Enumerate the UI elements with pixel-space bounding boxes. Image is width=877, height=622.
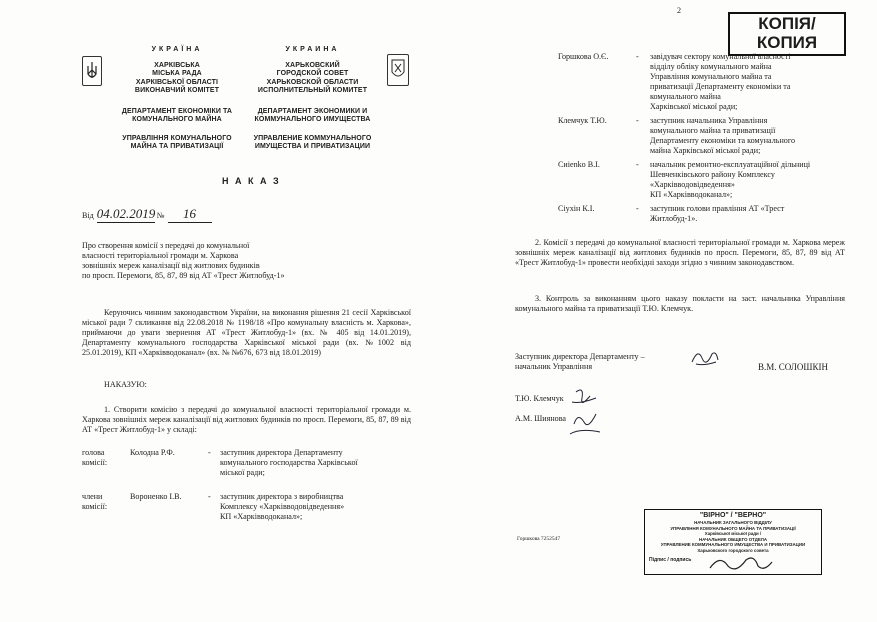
member-desc-line: заступник голови правління АТ «Трест bbox=[650, 204, 785, 213]
member-desc-line: комунального господарства Харківської bbox=[220, 458, 358, 467]
header-ru-office-1: УПРАВЛЕНИЕ КОММУНАЛЬНОГО bbox=[253, 134, 372, 142]
member-dash: - bbox=[636, 116, 639, 125]
coat-of-arms-icon bbox=[82, 56, 102, 86]
number-prefix: № bbox=[156, 211, 165, 220]
header-ru-department-2: КОММУНАЛЬНОГО ИМУЩЕСТВА bbox=[254, 116, 371, 123]
role-members-line-1: члени bbox=[82, 492, 103, 501]
header-ua-council-3: ХАРКІВСЬКОЇ ОБЛАСТІ bbox=[135, 78, 219, 86]
header-ru-council-1: ХАРЬКОВСКИЙ bbox=[285, 61, 340, 69]
header-ru-country: УКРАИНА bbox=[285, 46, 340, 53]
role-chair-line-1: голова bbox=[82, 448, 105, 457]
member-desc bbox=[220, 492, 344, 522]
verified-stamp-line-6: Харьковского городского совета bbox=[697, 547, 769, 553]
header-ua-department-2: КОМУНАЛЬНОГО МАЙНА bbox=[132, 116, 222, 123]
stamp-signature-icon bbox=[706, 552, 776, 574]
member-name: Сіухін К.І. bbox=[558, 204, 595, 213]
member-desc bbox=[220, 448, 358, 478]
member-name: Колодна Р.Ф. bbox=[130, 448, 175, 457]
member-desc-line: Управління комунального майна та bbox=[650, 72, 772, 81]
member-desc-line: Департаменту економіки та комунального bbox=[650, 136, 795, 145]
form-code: Горшкова 7252547 bbox=[517, 536, 561, 542]
member-desc-line: майна Харківської міської ради; bbox=[650, 146, 761, 155]
header-ua-office-2: МАЙНА ТА ПРИВАТИЗАЦІЇ bbox=[130, 143, 224, 150]
nakazuyu-heading: НАКАЗУЮ: bbox=[104, 380, 147, 389]
approver-2: А.М. Шиянова bbox=[515, 414, 567, 423]
copy-stamp-line-1: КОПІЯ/ bbox=[758, 14, 816, 33]
order-item-3: 3. Контроль за виконанням цього наказу покласти на заст. начальника Управління комунального майна та приватизації Т.Ю. Клемчук. bbox=[515, 294, 845, 313]
subject-line-1: Про створення комісії з передачі до комунальної bbox=[82, 241, 250, 250]
member-dash: - bbox=[208, 448, 211, 457]
date-prefix: Від bbox=[82, 211, 94, 220]
header-ru bbox=[245, 46, 380, 152]
role-chair bbox=[82, 448, 130, 478]
member-desc-line: «Харківводовідведення» bbox=[650, 180, 735, 189]
signatory-title-line-1: Заступник директора Департаменту – bbox=[515, 352, 645, 361]
order-subject bbox=[82, 241, 382, 281]
header-ua-council-1: ХАРКІВСЬКА bbox=[154, 61, 200, 69]
copy-stamp bbox=[728, 12, 846, 56]
member-desc-line: Житлобуд-1». bbox=[650, 214, 698, 223]
kharkiv-emblem-icon bbox=[387, 54, 409, 86]
member-name: Горшкова О.Є. bbox=[558, 52, 609, 61]
header-ua-council-4: ВИКОНАВЧИЙ КОМІТЕТ bbox=[134, 87, 220, 94]
verified-stamp-line-3: Харківської міської ради / bbox=[704, 531, 762, 537]
date-value: 04.02.2019 bbox=[96, 206, 156, 221]
header-ua-office-1: УПРАВЛІННЯ КОМУНАЛЬНОГО bbox=[122, 134, 232, 142]
header-ru-council-4: ИСПОЛНИТЕЛЬНЫЙ КОМИТЕТ bbox=[257, 87, 368, 94]
header-ru-council-3: ХАРЬКОВСКОЙ ОБЛАСТИ bbox=[266, 78, 359, 86]
member-desc-line: заступник директора з виробництва bbox=[220, 492, 344, 501]
member-name: Вороненко І.В. bbox=[130, 492, 182, 501]
member-desc-line: відділу обліку комунального майна bbox=[650, 62, 772, 71]
order-item-2: 2. Комісії з передачі до комунальної власності територіальної громади м. Харкова мереж зовнішніх мереж каналізації від житлових будинків по просп. Перемоги, 85, 87, 89 від АТ «Трест Житлобуд-1» провести необхідні заходи згідно з чинним законодавством. bbox=[515, 238, 845, 267]
list-item bbox=[558, 160, 828, 200]
signatory-name: В.М. СОЛОШКІН bbox=[758, 362, 828, 372]
member-desc bbox=[650, 52, 791, 112]
order-date-line bbox=[82, 206, 212, 223]
verified-stamp-line-5: УПРАВЛЕНИЕ КОММУНАЛЬНОГО ИМУЩЕСТВА И ПРИВАТИЗАЦИИ bbox=[660, 542, 806, 548]
member-desc-line: комунального майна bbox=[650, 92, 721, 101]
commission-members-right bbox=[558, 52, 828, 224]
member-dash: - bbox=[636, 204, 639, 213]
signatory-title-line-2: начальник Управління bbox=[515, 362, 593, 371]
role-members-line-2: комісії: bbox=[82, 502, 108, 511]
member-desc-line: міської ради; bbox=[220, 468, 265, 477]
header-ua-council-2: МІСЬКА РАДА bbox=[152, 70, 202, 77]
order-item-1: 1. Створити комісію з передачі до комунальної власності територіальної громади м. Харкова зовнішніх мереж каналізації від житлових будинків по просп. Перемоги, 85, 87, 89 від АТ «Трест Житлобуд-1» у складі: bbox=[82, 405, 411, 434]
approver-1: Т.Ю. Клемчук bbox=[515, 394, 564, 403]
member-desc-line: начальник ремонтно-експлуатаційної дільниці bbox=[650, 160, 811, 169]
member-desc-line: КП «Харківводоканал»; bbox=[650, 190, 733, 199]
signatory-title bbox=[515, 352, 715, 372]
member-dash: - bbox=[208, 492, 211, 501]
member-dash: - bbox=[636, 52, 639, 61]
member-desc-line: комунального майна та приватизації bbox=[650, 126, 776, 135]
member-desc bbox=[650, 160, 810, 200]
commission-chair bbox=[82, 448, 412, 478]
page-number: 2 bbox=[677, 6, 682, 15]
list-item bbox=[558, 204, 828, 224]
verified-stamp-line-4: НАЧАЛЬНИК ОБЩЕГО ОТДЕЛА bbox=[698, 536, 768, 542]
member-desc-line: Харківської міської ради; bbox=[650, 102, 738, 111]
role-chair-line-2: комісії: bbox=[82, 458, 108, 467]
member-dash: - bbox=[636, 160, 639, 169]
commission-member bbox=[82, 492, 412, 522]
verified-stamp-line-2: УПРАВЛІННЯ КОМУНАЛЬНОГО МАЙНА ТА ПРИВАТИЗАЦІЇ bbox=[670, 525, 796, 531]
member-desc-line: заступник директора Департаменту bbox=[220, 448, 343, 457]
member-name: Сиienko В.І. bbox=[558, 160, 600, 169]
member-desc-line: Шевченківського району Комплексу bbox=[650, 170, 775, 179]
member-desc-line: Комплексу «Харківводовідведення» bbox=[220, 502, 345, 511]
member-desc bbox=[650, 116, 795, 156]
header-ua-department-1: ДЕПАРТАМЕНТ ЕКОНОМІКИ ТА bbox=[121, 107, 233, 115]
header-ru-department-1: ДЕПАРТАМЕНТ ЭКОНОМИКИ И bbox=[257, 107, 368, 115]
member-name: Клемчук Т.Ю. bbox=[558, 116, 607, 125]
role-members bbox=[82, 492, 130, 522]
order-title: Н А К А З bbox=[222, 176, 281, 186]
header-ua-country: УКРАЇНА bbox=[151, 46, 203, 53]
list-item bbox=[558, 116, 828, 156]
subject-line-3: зовнішніх мереж каналізації від житлових будинків bbox=[82, 261, 260, 270]
list-item bbox=[558, 52, 828, 112]
member-desc-line: завідувач сектору комунальної власності bbox=[650, 52, 791, 61]
verified-stamp-line-1: НАЧАЛЬНИК ЗАГАЛЬНОГО ВІДДІЛУ bbox=[694, 520, 772, 525]
member-desc-line: заступник начальника Управління bbox=[650, 116, 768, 125]
member-desc-line: КП «Харківводоканал»; bbox=[220, 512, 303, 521]
verified-stamp-title: "ВІРНО" / "ВЕРНО" bbox=[699, 512, 767, 519]
header-ua bbox=[112, 46, 242, 152]
copy-stamp-line-2: КОПИЯ bbox=[756, 33, 818, 52]
header-ru-office-2: ИМУЩЕСТВА И ПРИВАТИЗАЦИИ bbox=[254, 143, 371, 150]
member-desc bbox=[650, 204, 784, 224]
subject-line-2: власності територіальної громади м. Харкова bbox=[82, 251, 239, 260]
member-desc-line: приватизації Департаменту економіки та bbox=[650, 82, 791, 91]
header-ru-council-2: ГОРОДСКОЙ СОВЕТ bbox=[276, 70, 349, 77]
verified-stamp-sign-label: Підпис / подпись bbox=[649, 556, 692, 563]
number-value: 16 bbox=[168, 206, 212, 223]
signature-icon bbox=[688, 344, 722, 370]
preamble: Керуючись чинним законодавством України, на виконання рішення 21 сесії Харківської міської ради 7 скликання від 22.08.2018 № 1198/18 «Про комунальну власність м. Харкова», приймаючи до уваги звернення АТ «Трест Житлобуд-1» (вх. № 405 від 14.01.2019), Департаменту комунального господарства Харківської міської ради (вх. №1002 від 25.01.2019), КП «Харківводоканал» (вх. № №676, 673 від 18.01.2019) bbox=[82, 308, 411, 357]
subject-line-4: по просп. Перемоги, 85, 87, 89 від АТ «Трест Житлобуд-1» bbox=[82, 271, 285, 280]
approval-signatures-icon bbox=[566, 384, 606, 446]
